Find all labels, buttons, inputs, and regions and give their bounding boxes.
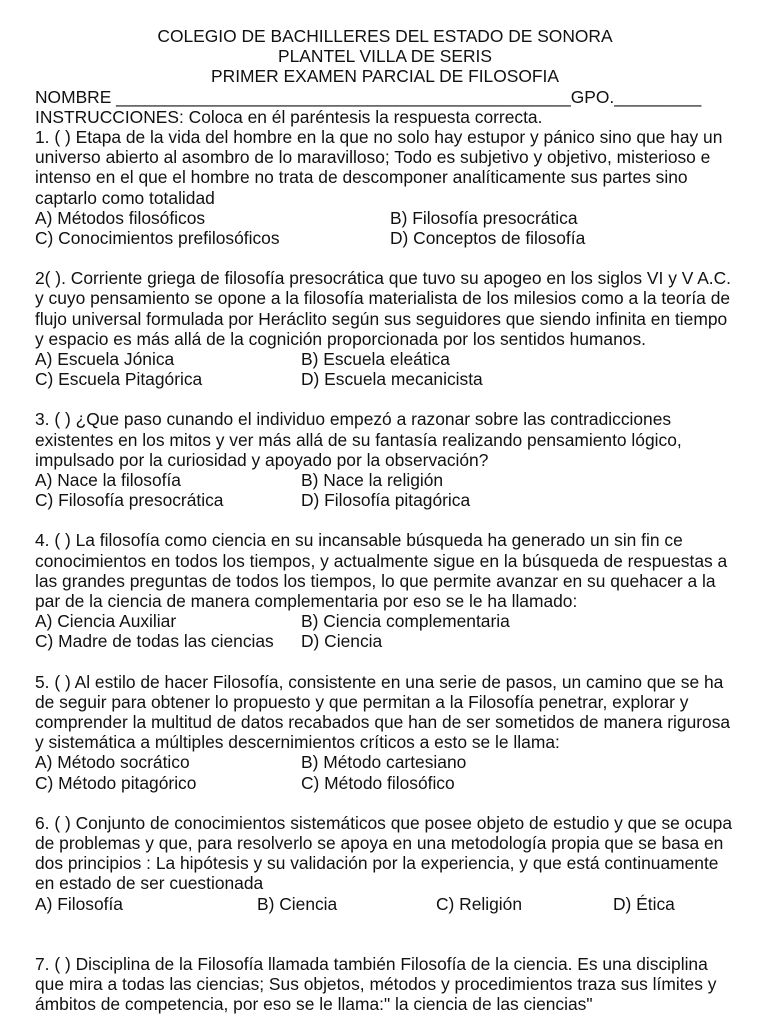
option-a: A) Métodos filosóficos xyxy=(35,207,206,228)
options-row xyxy=(35,490,735,510)
name-group-line[interactable]: NOMBRE _______________________________________________GPO._________ xyxy=(35,86,702,107)
option-b: B) Filosofía presocrática xyxy=(390,207,578,228)
question-text: Al estilo de hacer Filosofía, consistente en una serie de pasos, un camino que se ha de seguir para obtener lo propuesto y que permitan a la Filosofía penetrar, explorar y comprender la multitud de datos recabados que han de ser sometidos de manera rigurosa y sistemática a múltiples descernimientos críticos a esto se le llama: xyxy=(35,671,731,753)
options-row xyxy=(35,773,735,793)
option-b: B) Método cartesiano xyxy=(301,752,467,773)
options-row xyxy=(35,208,735,228)
options-row xyxy=(35,349,735,369)
answer-blank[interactable]: 2( ). xyxy=(35,268,66,289)
option-d: D) Ética xyxy=(613,893,675,914)
option-a: A) Filosofía xyxy=(35,893,123,914)
option-d: C) Método filosófico xyxy=(301,772,455,793)
question-text: Conjunto de conocimientos sistemáticos que posee objeto de estudio y que se ocupa de problemas y que, para resolverlo se apoya en una metodología propia que se basa en dos principios : La hipótesis y su validación por la experiencia, y que está continuamente en estado de ser cuestionada xyxy=(35,812,733,894)
answer-blank[interactable]: 4. ( ) xyxy=(35,530,71,551)
option-b: B) Ciencia complementaria xyxy=(301,611,510,632)
option-a: A) Nace la filosofía xyxy=(35,470,181,490)
question-2 xyxy=(35,268,735,389)
option-d: D) Ciencia xyxy=(301,631,383,652)
question-6 xyxy=(35,813,735,914)
answer-blank[interactable]: 7. ( ) xyxy=(35,953,71,974)
option-c: C) Escuela Pitagórica xyxy=(35,369,203,390)
option-b: B) Nace la religión xyxy=(301,470,444,490)
exam-title: PRIMER EXAMEN PARCIAL DE FILOSOFIA xyxy=(211,66,559,87)
school-name: COLEGIO DE BACHILLERES DEL ESTADO DE SONORA xyxy=(157,26,613,46)
option-b: B) Escuela eleática xyxy=(301,349,450,370)
answer-blank[interactable]: 1. ( ) xyxy=(35,127,71,148)
options-row xyxy=(35,894,735,914)
question-1 xyxy=(35,127,735,248)
options-row xyxy=(35,369,735,389)
option-c: C) Madre de todas las ciencias xyxy=(35,631,274,652)
question-3 xyxy=(35,409,735,510)
question-text: ¿Que paso cunando el individuo empezó a razonar sobre las contradicciones existentes en los mitos y ver más allá de su fantasía realizando pensamiento lógico, impulsado por la curiosidad y apoyado por la observación? xyxy=(35,409,682,470)
question-text: La filosofía como ciencia en su incansable búsqueda ha generado un sin fin ce conocimientos en todos los tiempos, y actualmente sigue en la búsqueda de respuestas a las grandes preguntas de todos los tiempos, lo que permite avanzar en su quehacer a la par de la ciencia de manera complementaria por eso se le ha llamado: xyxy=(35,530,728,611)
options-row xyxy=(35,752,735,772)
option-c: C) Religión xyxy=(436,893,523,914)
option-d: D) Escuela mecanicista xyxy=(301,369,483,390)
options-row xyxy=(35,470,735,490)
answer-blank[interactable]: 5. ( ) xyxy=(35,671,71,692)
question-text: Etapa de la vida del hombre en la que no solo hay estupor y pánico sino que hay un universo abierto al asombro de lo maravilloso; Todo es subjetivo y objetivo, misterioso e intenso en el que el hombre no trata de descomponer analíticamente sus partes sino captarlo como totalidad xyxy=(35,127,723,208)
question-text: Disciplina de la Filosofía llamada también Filosofía de la ciencia. Es una disciplina que mira a todas las ciencias; Sus objetos, métodos y procedimientos traza sus límites y ámbitos de competencia, por eso se le llama:" la ciencia de las ciencias" xyxy=(35,953,717,1015)
answer-blank[interactable]: 6. ( ) xyxy=(35,812,71,833)
options-row xyxy=(35,611,735,631)
option-d: D) Conceptos de filosofía xyxy=(390,228,586,249)
exam-sheet xyxy=(35,26,735,1014)
options-row xyxy=(35,631,735,651)
question-4 xyxy=(35,530,735,651)
option-c: C) Método pitagórico xyxy=(35,772,197,793)
option-a: A) Escuela Jónica xyxy=(35,349,175,370)
answer-blank[interactable]: 3. ( ) xyxy=(35,409,71,430)
question-7 xyxy=(35,954,735,1015)
options-row xyxy=(35,228,735,248)
option-a: A) Ciencia Auxiliar xyxy=(35,611,177,632)
option-d: D) Filosofía pitagórica xyxy=(301,490,471,511)
question-text: Corriente griega de filosofía presocrática que tuvo su apogeo en los siglos VI y V A.C. y cuyo pensamiento se opone a la filosofía materialista de los milesios como a la teoría de flujo universal formulada por Heráclito según sus seguidores que siendo infinita en tiempo y espacio es más allá de la cognición proporcionada por los sentidos humanos. xyxy=(35,268,732,349)
question-5 xyxy=(35,672,735,793)
option-c: C) Filosofía presocrática xyxy=(35,490,224,511)
option-b: B) Ciencia xyxy=(257,893,338,914)
instructions: INSTRUCCIONES: Coloca en él paréntesis la respuesta correcta. xyxy=(35,106,543,127)
option-c: C) Conocimientos prefilosóficos xyxy=(35,228,280,249)
campus-name: PLANTEL VILLA DE SERIS xyxy=(278,46,492,67)
option-a: A) Método socrático xyxy=(35,752,190,773)
